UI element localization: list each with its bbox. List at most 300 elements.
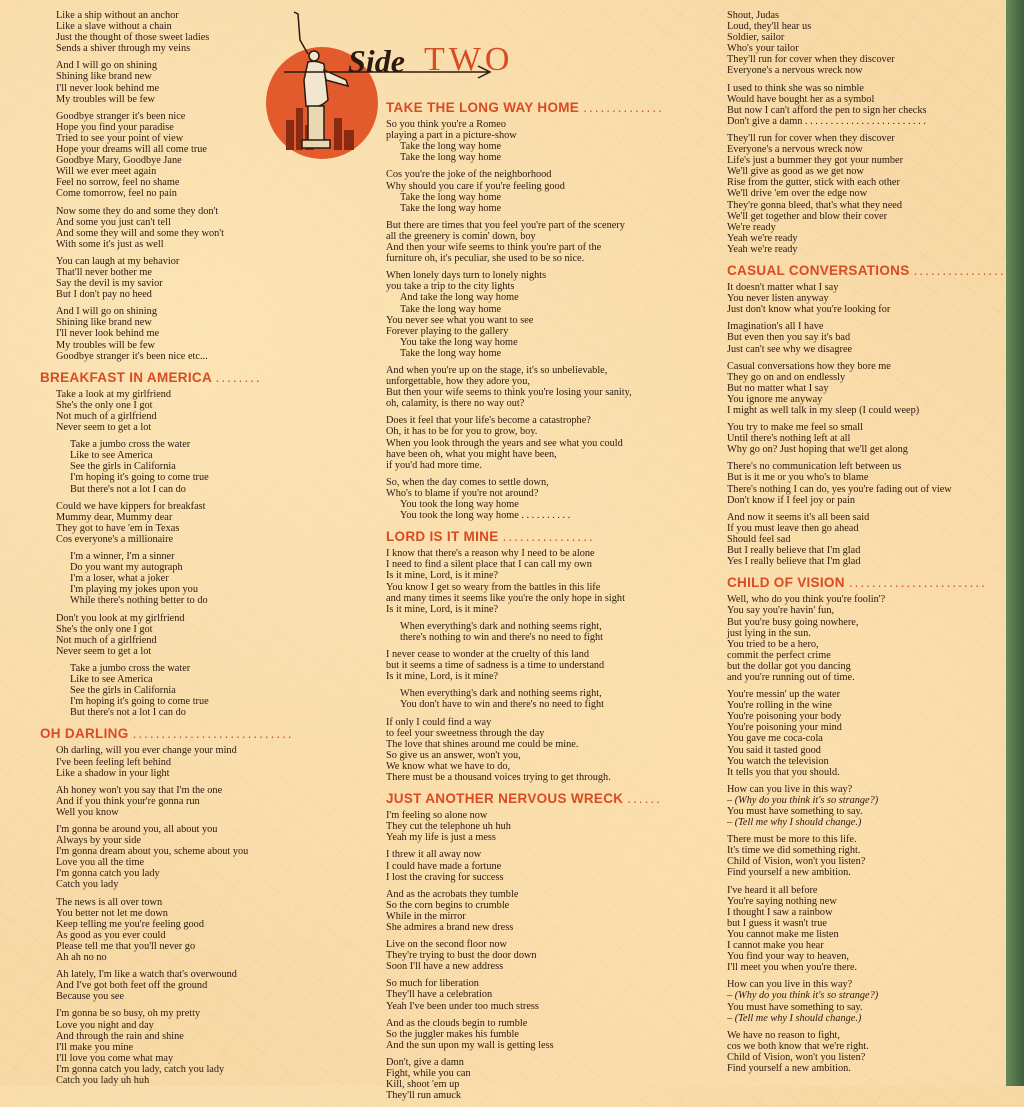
lyric-line: And some you just can't tell [56,216,171,228]
logo-word-side: Side [348,43,405,79]
lyric-line: I thought I saw a rainbow [727,906,833,918]
lyric-line: I might as well talk in my sleep (I could weep) [727,405,920,416]
stanza [386,688,706,710]
stanza [727,784,999,828]
lyric-line: You ignore me anyway [727,393,823,405]
lyric-line: but I guess it wasn't true [727,917,827,929]
lyric-line: Will we ever meet again [56,166,157,178]
lyric-line: I lost the craving for success [386,871,504,883]
stanza [56,663,346,718]
song-title [40,726,346,742]
stanza [386,548,706,615]
lyric-line: Sends a shiver through my veins [56,43,191,55]
lyric-line: Don't know if I feel joy or pain [727,494,855,506]
stanza [56,111,346,200]
lyric-line: So, when the day comes to settle down, [386,476,549,488]
lyric-line: You know I get so weary from the battles in this life [386,581,601,593]
lyric-line: I'm gonna catch you lady, catch you lady [56,1063,225,1075]
lyric-line: There must be a thousand voices trying to get through. [386,771,611,783]
lyric-line: And take the long way home [400,292,519,304]
lyric-line: With some it's just as well [56,238,164,250]
lyric-line: Never seem to get a lot [56,422,152,434]
lyric-line: You find your way to heaven, [727,951,849,963]
lyric-line: all the greenery is comin' down, boy [386,230,536,242]
stanza [56,439,346,494]
lyric-line: I'll never look behind me [56,328,160,340]
lyric-line: You're rolling in the wine [727,700,832,712]
stanza [56,785,346,818]
lyric-line: Please tell me that you'll never go [56,940,196,952]
lyric-line: I'm playing my jokes upon you [70,584,198,596]
lyric-line: You watch the television [727,755,829,767]
lyric-line: They'll run for cover when they discover [727,132,895,144]
lyric-line: We'll get together and blow their cover [727,210,887,222]
lyric-line: Is it mine, Lord, is it mine? [386,671,499,683]
lyric-line: You tried to be a hero, [727,638,819,650]
stanza [727,133,999,255]
stanza [386,1018,706,1051]
lyrics-column-middle [386,92,706,1107]
stanza [56,206,346,250]
stanza [56,613,346,657]
lyric-line: You said it tasted good [727,744,821,756]
stanza [386,365,706,409]
stanza [386,415,706,470]
lyric-line: Just don't know what you're looking for [727,304,891,316]
stanza [56,745,346,778]
lyric-line: there's nothing to win and there's no need to fight [400,631,604,643]
stanza [386,477,706,521]
lyric-line: Fight, while you can [386,1068,471,1080]
lyric-line: but it seems a time of sadness is a time to understand [386,660,605,672]
stanza [386,220,706,264]
lyric-line: Take the long way home [400,303,502,315]
lyric-line: Not much of a girlfriend [56,411,157,422]
lyric-line: cos we both know that we're right. [727,1040,869,1052]
lyric-line: When everything's dark and nothing seems right, [400,620,602,632]
title-leader-dots: ...... [627,791,662,807]
stanza [386,621,706,643]
lyric-line: When everything's dark and nothing seems right, [400,688,602,700]
lyric-line: you take a trip to the city lights [386,281,515,293]
lyric-line: Should feel sad [727,533,791,545]
lyric-line: Like a slave without a chain [56,21,172,33]
lyric-line: You don't have to win and there's no need to fight [400,699,604,711]
stanza [56,551,346,606]
lyric-line: Loud, they'll hear us [727,21,812,33]
lyric-line: Take the long way home [400,152,502,164]
lyric-line: While in the mirror [386,910,466,922]
lyric-line: – (Why do you think it's so strange?) [727,990,879,1002]
lyric-line: Hope your dreams will all come true [56,144,207,156]
lyric-line: Hope you find your paradise [56,121,174,133]
lyric-line: And now it seems it's all been said [727,511,870,523]
lyric-line: have been oh, what you might have been, [386,448,557,460]
lyric-line: Cos you're the joke of the neighborhood [386,169,552,181]
lyric-line: You took the long way home . . . . . . . . . . [400,510,571,522]
stanza [727,461,999,505]
lyric-line: and many times it seems like you're the only hope in sight [386,592,625,604]
lyric-line: Because you see [56,991,125,1003]
lyrics-column-left [40,10,346,1092]
song-title [386,529,706,545]
lyric-line: I'm hoping it's going to come true [70,472,209,484]
lyric-line: Keep telling me you're feeling good [56,918,204,930]
lyric-line: I'm a winner, I'm a sinner [70,551,175,563]
lyric-line: commit the perfect crime [727,649,831,661]
lyric-line: Like a shadow in your light [56,767,170,779]
lyric-line: I'm gonna dream about you, scheme about you [56,846,249,858]
lyric-line: They'll run for cover when they discover [727,54,895,66]
song-title [727,262,1006,278]
lyric-line: You must have something to say. [727,806,863,817]
lyric-line: Child of Vision, won't you listen? [727,856,866,868]
album-edge [1006,0,1024,1086]
lyric-line: – (Tell me why I should change.) [727,817,862,829]
lyric-line: And when you're up on the stage, it's so unbelievable, [386,364,608,376]
song-title [40,369,346,385]
stanza [727,885,999,974]
lyric-line: How can you live in this way? [727,979,853,991]
lyric-line: My troubles will be few [56,93,155,105]
lyric-line: Tried to see your point of view [56,132,184,144]
lyric-line: I've heard it all before [727,884,818,896]
lyric-line: You better not let me down [56,907,168,919]
lyric-line: Come tomorrow, feel no pain [56,188,177,200]
lyric-line: And some they will and some they won't [56,227,225,239]
lyric-line: They cut the telephone uh huh [386,821,511,833]
lyric-line: Everyone's a nervous wreck now [727,144,863,156]
lyric-line: But even then you say it's bad [727,332,851,344]
song-title [386,791,706,807]
stanza [56,969,346,1002]
lyric-line: But is it me or you who's to blame [727,472,869,484]
lyric-line: Yeah my life is just a mess [386,832,496,844]
lyric-line: I'm hoping it's going to come true [70,696,209,708]
lyric-line: Casual conversations how they bore me [727,360,891,372]
lyric-line: She admires a brand new dress [386,922,514,933]
lyric-line: If you must leave then go ahead [727,522,859,534]
lyric-line: Shining like brand new [56,317,152,329]
lyric-line: If only I could find a way [386,716,492,728]
lyric-line: I threw it all away now [386,849,482,861]
title-leader-dots: ........................ [848,575,987,591]
lyric-line: You gave me coca-cola [727,733,823,745]
lyric-line: Don't give a damn . . . . . . . . . . . . . . . . . . . . . . . . [727,115,926,127]
lyric-line: Feel no sorrow, feel no shame [56,177,180,189]
stanza [727,979,999,1023]
stanza [56,501,346,545]
lyric-line: We'll drive 'em over the edge now [727,188,868,200]
lyric-line: It tells you that you should. [727,766,840,778]
lyric-line: The love that shines around me could be mine. [386,738,579,750]
stanza [386,649,706,682]
lyric-line: And through the rain and shine [56,1030,184,1042]
stanza [56,897,346,964]
lyric-line: and you're running out of time. [727,671,855,683]
lyric-line: Love you night and day [56,1019,154,1031]
lyric-line: You took the long way home [400,499,519,510]
lyric-line: But there are times that you feel you're part of the scenery [386,219,625,231]
lyric-line: Don't, give a damn [386,1056,464,1068]
lyric-line: Just can't see why we disagree [727,343,853,355]
lyric-line: Forever playing to the gallery [386,325,509,337]
lyric-line: As good as you ever could [56,929,166,941]
stanza [727,83,999,127]
lyric-line: Is it mine, Lord, is it mine? [386,603,499,615]
song-title-text: BREAKFAST IN AMERICA [40,369,212,385]
lyric-line: Who's to blame if you're not around? [386,487,539,499]
lyric-line: Kill, shoot 'em up [386,1079,460,1091]
lyric-line: Oh darling, will you ever change your mind [56,745,237,757]
title-leader-dots: .............. [583,100,664,115]
lyric-line: I cannot make you hear [727,940,824,952]
lyric-line: Life's just a bummer they got your number [727,155,904,167]
lyric-line: Everyone's a nervous wreck now [727,65,863,77]
stanza [56,1008,346,1086]
stanza [727,594,999,683]
lyric-line: Don't you look at my girlfriend [56,612,185,624]
stanza [386,810,706,843]
lyric-line: You're saying nothing new [727,895,837,907]
lyric-line: Take a look at my girlfriend [56,388,172,400]
lyric-line: They're gonna bleed, that's what they need [727,199,902,211]
lyric-line: Do you want my autograph [70,562,183,574]
lyric-line: Until there's nothing left at all [727,433,851,445]
lyric-line: You take the long way home [400,336,518,348]
lyric-line: Oh, it has to be for you to grow, boy. [386,426,538,438]
lyric-line: You never listen anyway [727,293,829,305]
lyric-line: You can laugh at my behavior [56,255,180,267]
lyric-line: I need to find a silent place that I can call my own [386,559,592,571]
lyric-line: – (Tell me why I should change.) [727,1012,862,1024]
lyric-line: There's nothing I can do, yes you're fading out of view [727,483,952,495]
stanza [56,389,346,433]
lyric-line: But there's not a lot I can do [70,483,186,495]
song-title-text: OH DARLING [40,726,129,742]
lyric-line: But then your wife seems to think you're losing your sanity, [386,387,632,399]
lyric-line: And if you think your're gonna run [56,795,200,807]
stanza [727,1030,999,1074]
lyric-line: Catch you lady uh huh [56,1074,150,1086]
stanza [386,270,706,359]
lyric-line: Does it feel that your life's become a catastrophe? [386,415,591,427]
lyric-line: And as the acrobats they tumble [386,888,519,900]
lyric-line: Soon I'll have a new address [386,961,504,973]
lyric-line: just lying in the sun. [727,627,811,639]
lyric-line: While there's nothing better to do [70,595,208,607]
lyric-line: Yeah I've been under too much stress [386,1000,539,1012]
stanza [727,10,999,77]
lyric-line: I'm gonna be around you, all about you [56,824,218,835]
lyric-line: You're poisoning your body [727,711,842,723]
stanza [386,717,706,784]
lyric-line: You're poisoning your mind [727,722,842,734]
lyric-line: I'll love you come what may [56,1052,174,1064]
lyric-line: Take the long way home [400,347,502,359]
lyric-line: but the dollar got you dancing [727,660,851,672]
stanza [727,422,999,455]
lyric-line: See the girls in California [70,685,176,697]
song-title-text: LORD IS IT MINE [386,529,499,545]
lyric-line: You say you're havin' fun, [727,605,835,617]
lyric-line: But I really believe that I'm glad [727,545,861,557]
lyric-line: I'm a loser, what a joker [70,573,169,585]
lyric-line: They're trying to bust the door down [386,950,537,962]
lyric-line: I'll make you mine [56,1041,134,1053]
lyric-line: Not much of a girlfriend [56,634,157,646]
lyric-line: Like a ship without an anchor [56,10,179,21]
lyric-line: And as the clouds begin to rumble [386,1017,528,1029]
stanza [727,361,999,416]
stanza [386,169,706,213]
lyric-line: Live on the second floor now [386,939,507,951]
lyric-line: Say the devil is my savior [56,278,163,290]
lyric-line: Always by your side [56,835,141,847]
lyric-line: Why should you care if you're feeling good [386,180,565,192]
lyric-line: if you'd had more time. [386,459,482,471]
lyric-line: You must have something to say. [727,1001,863,1013]
lyric-line: I'll never look behind me [56,82,160,94]
stanza [727,282,999,315]
title-leader-dots: ................ [913,262,1006,278]
lyric-line: Cos everyone's a millionaire [56,533,174,545]
lyric-line: And I will go on shining [56,60,157,72]
lyric-line: Child of Vision, won't you listen? [727,1051,866,1063]
lyric-line: So the corn begins to crumble [386,899,510,911]
lyric-line: There's no communication left between us [727,461,902,473]
title-leader-dots: ................ [502,529,595,545]
lyric-line: There must be more to this life. [727,834,857,846]
lyric-line: Is it mine, Lord, is it mine? [386,570,499,582]
lyric-line: Never seem to get a lot [56,645,152,657]
stanza [56,10,346,54]
stanza [56,824,346,891]
lyric-line: I'm gonna catch you lady [56,868,160,880]
lyric-line: oh, calamity, is there no way out? [386,398,525,410]
logo-word-two: TWO [424,41,514,78]
lyric-line: Ah honey won't you say that I'm the one [56,784,223,796]
lyric-line: How can you live in this way? [727,783,853,795]
lyric-line: We'll give as good as we get now [727,166,864,178]
lyric-line: That'll never bother me [56,266,152,278]
lyric-line: Yes I really believe that I'm glad [727,556,861,568]
lyric-line: Ah lately, I'm like a watch that's overwound [56,969,237,981]
lyric-line: I'm feeling so alone now [386,810,488,822]
lyrics-column-right [727,10,1006,1080]
song-title [386,102,706,113]
lyric-line: They'll have a celebration [386,989,493,1001]
lyric-line: to feel your sweetness through the day [386,727,545,739]
lyric-line: I could have made a fortune [386,860,502,872]
song-title-text: TAKE THE LONG WAY HOME [386,100,580,115]
stanza [56,60,346,104]
stanza [727,689,999,778]
stanza [727,321,999,354]
lyric-line: Goodbye stranger it's been nice etc... [56,350,208,362]
lyric-line: Well, who do you think you're foolin'? [727,594,886,606]
stanza [386,978,706,1011]
lyric-line: We have no reason to fight, [727,1029,840,1041]
lyric-line: See the girls in California [70,461,176,473]
lyric-line: She's the only one I got [56,399,153,411]
lyric-line: Take the long way home [400,202,502,214]
stanza [386,889,706,933]
lyric-line: And then your wife seems to think you're part of the [386,242,602,254]
lyric-line: I've been feeling left behind [56,756,172,768]
lyric-line: Shout, Judas [727,10,780,21]
lyric-line: Catch you lady [56,879,119,891]
lyric-line: Goodbye stranger it's been nice [56,110,186,122]
lyric-line: Like to see America [70,450,153,462]
lyric-line: playing a part in a picture-show [386,130,517,142]
lyric-line: Take a jumbo cross the water [70,662,191,674]
lyric-line: Like to see America [70,673,153,685]
song-title-text: CASUAL CONVERSATIONS [727,262,910,278]
lyric-line: They got to have 'em in Texas [56,522,180,534]
lyric-line: And the sun upon my wall is getting less [386,1039,554,1051]
lyric-line: Find yourself a new ambition. [727,867,851,879]
lyric-line: Just the thought of those sweet ladies [56,32,210,44]
lyric-line: Goodbye Mary, Goodbye Jane [56,155,182,167]
lyric-line: So the juggler makes his fumble [386,1028,519,1040]
lyric-line: Mummy dear, Mummy dear [56,511,173,523]
lyric-line: But no matter what I say [727,382,829,394]
title-leader-dots: ............................ [132,726,294,742]
stanza [727,512,999,567]
lyric-line: You're messin' up the water [727,689,841,701]
lyric-line: I never cease to wonder at the cruelty of this land [386,649,589,661]
lyric-line: I'm gonna be so busy, oh my pretty [56,1008,201,1020]
stanza [56,306,346,361]
lyric-line: And I will go on shining [56,306,157,318]
lyric-line: Well you know [56,806,119,818]
lyric-line: They'll run amuck [386,1090,462,1102]
lyric-line: furniture oh, it's peculiar, she used to be so nice. [386,253,585,265]
song-title-text: JUST ANOTHER NERVOUS WRECK [386,791,624,807]
lyric-line: When lonely days turn to lonely nights [386,270,547,282]
lyric-line: Yeah we're ready [727,243,798,255]
stanza [386,939,706,972]
lyric-line: You cannot make me listen [727,928,839,940]
lyric-line: Love you all the time [56,857,145,869]
lyric-line: Ah ah no no [56,952,107,964]
lyric-line: – (Why do you think it's so strange?) [727,794,879,806]
song-title-text: CHILD OF VISION [727,575,845,591]
lyric-line: It doesn't matter what I say [727,282,839,294]
lyric-line: Could we have kippers for breakfast [56,500,206,512]
lyric-line: Take a jumbo cross the water [70,439,191,451]
stanza [386,1057,706,1101]
lyric-line: I'll meet you when you're there. [727,962,858,974]
lyric-line: The news is all over town [56,896,163,908]
title-leader-dots: ........ [215,369,262,385]
lyric-line: She's the only one I got [56,623,153,635]
lyric-line: So much for liberation [386,978,479,990]
stanza [386,119,706,163]
lyric-line: Take the long way home [400,191,502,203]
lyric-line: My troubles will be few [56,339,155,351]
stanza [56,256,346,300]
lyric-line: We know what we have to do, [386,760,511,772]
stanza [386,849,706,882]
lyric-line: When you look through the years and see what you could [386,437,623,449]
lyric-line: Now some they do and some they don't [56,205,219,217]
lyric-line: Rise from the gutter, stick with each other [727,177,900,189]
lyric-line: Take the long way home [400,141,502,153]
lyric-line: You never see what you want to see [386,314,534,326]
lyric-line: So give us an answer, won't you, [386,749,521,761]
